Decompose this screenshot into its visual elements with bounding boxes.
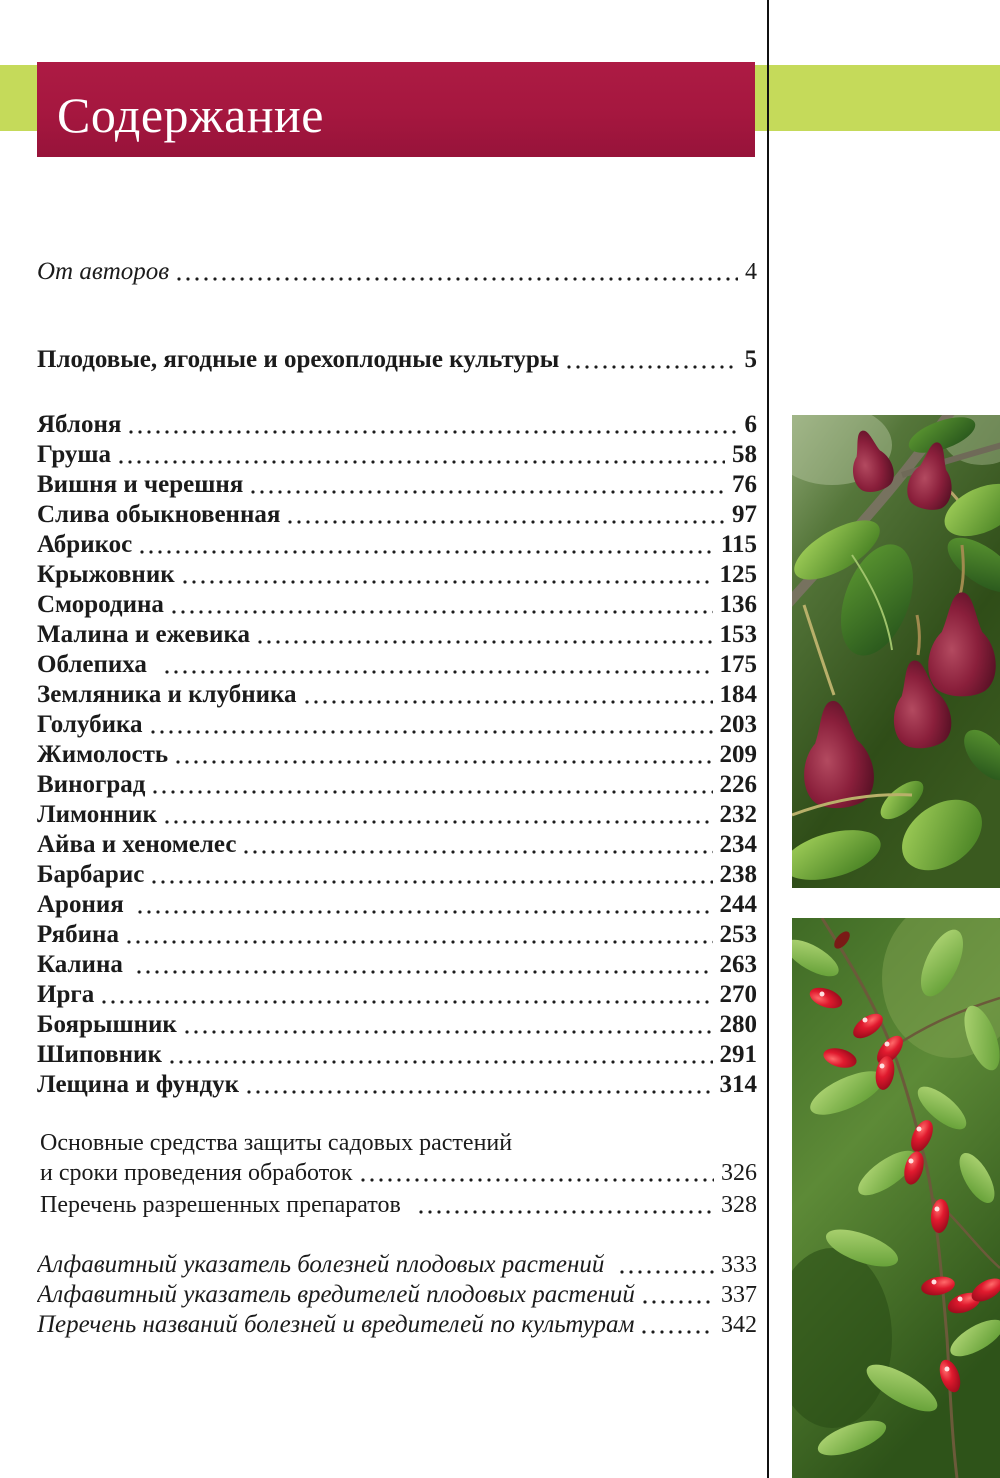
toc-section xyxy=(37,345,757,375)
toc-page-number: 232 xyxy=(719,801,757,828)
toc-entry xyxy=(37,1310,757,1340)
dot-leader xyxy=(140,530,714,560)
toc-crops-list xyxy=(37,410,757,1100)
toc-page-number: 125 xyxy=(719,561,757,588)
toc-intro xyxy=(37,257,757,287)
toc-entry-label: Рябина xyxy=(37,921,119,948)
toc-page-number: 342 xyxy=(721,1312,757,1338)
toc-entry xyxy=(37,440,757,470)
toc-entry-label: Арония xyxy=(37,891,124,918)
toc-page-number: 326 xyxy=(721,1160,757,1186)
toc-page-number: 226 xyxy=(719,771,757,798)
toc-entry-label: и сроки проведения обработок xyxy=(40,1160,353,1186)
toc-page-number: 5 xyxy=(744,346,757,373)
dot-leader xyxy=(138,890,713,920)
toc-page-number: 291 xyxy=(719,1041,757,1068)
dot-leader xyxy=(170,1040,713,1070)
dot-leader xyxy=(251,470,725,500)
toc-page-number: 58 xyxy=(732,441,757,468)
toc-entry xyxy=(37,1010,757,1040)
dot-leader xyxy=(172,590,713,620)
toc-entry-label: Груша xyxy=(37,441,112,468)
toc-entry-label: Шиповник xyxy=(37,1041,162,1068)
toc-entry-label: Облепиха xyxy=(37,651,147,678)
dot-leader xyxy=(419,1190,714,1220)
dot-leader xyxy=(127,920,713,950)
page-fold-line xyxy=(767,0,769,1478)
toc-entry xyxy=(37,1040,757,1070)
toc-entry xyxy=(37,800,757,830)
toc-entry xyxy=(37,830,757,860)
dot-leader xyxy=(567,345,737,375)
toc-entry xyxy=(37,770,757,800)
toc-page-number: 328 xyxy=(721,1192,757,1218)
toc-page-number: 175 xyxy=(719,651,757,678)
toc-entry-label: Алфавитный указатель вредителей плодовых растений xyxy=(37,1281,635,1308)
toc-entry xyxy=(37,650,757,680)
toc-entry xyxy=(37,950,757,980)
dot-leader xyxy=(165,650,713,680)
toc-entry-label: Айва и хеномелес xyxy=(37,831,237,858)
barberry-photo xyxy=(792,918,1000,1478)
toc-page-number: 337 xyxy=(721,1282,757,1308)
toc-entry xyxy=(37,560,757,590)
toc-page-number: 209 xyxy=(719,741,757,768)
toc-appendix xyxy=(40,1128,757,1220)
toc-page-number: 153 xyxy=(719,621,757,648)
toc-entry xyxy=(37,410,757,440)
dot-leader xyxy=(183,560,713,590)
toc-entry-label: Боярышник xyxy=(37,1011,177,1038)
dot-leader xyxy=(119,440,725,470)
toc-entry xyxy=(37,920,757,950)
dot-leader xyxy=(151,710,713,740)
toc-page-number: 76 xyxy=(732,471,757,498)
toc-page-number: 97 xyxy=(732,501,757,528)
toc-entry-label: Виноград xyxy=(37,771,146,798)
toc-section-heading xyxy=(37,345,757,375)
toc-page-number: 244 xyxy=(719,891,757,918)
toc-indexes xyxy=(37,1250,757,1340)
toc-entry xyxy=(37,620,757,650)
toc-page-number: 4 xyxy=(745,259,757,285)
toc-entry xyxy=(37,1070,757,1100)
toc-page-number: 333 xyxy=(721,1252,757,1278)
toc-entry-label: Перечень названий болезней и вредителей по культурам xyxy=(37,1311,635,1338)
toc-page-number: 6 xyxy=(744,411,757,438)
toc-entry xyxy=(37,890,757,920)
toc-entry xyxy=(37,980,757,1010)
toc-entry xyxy=(40,1190,757,1220)
dot-leader xyxy=(361,1158,714,1188)
toc-page-number: 270 xyxy=(719,981,757,1008)
toc-entry xyxy=(37,257,757,287)
dot-leader xyxy=(165,800,713,830)
toc-entry xyxy=(37,470,757,500)
toc-entry xyxy=(40,1128,757,1158)
dot-leader xyxy=(102,980,712,1010)
dot-leader xyxy=(129,410,737,440)
pear-photo xyxy=(792,415,1000,888)
dot-leader xyxy=(244,830,712,860)
toc-entry-label: Смородина xyxy=(37,591,164,618)
toc-entry-label: Абрикос xyxy=(37,531,133,558)
toc-entry-label: Алфавитный указатель болезней плодовых растений xyxy=(37,1251,605,1278)
toc-page-number: 253 xyxy=(719,921,757,948)
toc-entry-label: Барбарис xyxy=(37,861,145,888)
toc-entry-label: Лещина и фундук xyxy=(37,1071,240,1098)
toc-page-number: 238 xyxy=(719,861,757,888)
toc-entry-label: Яблоня xyxy=(37,411,122,438)
toc-entry-label: Ирга xyxy=(37,981,95,1008)
toc-entry xyxy=(37,530,757,560)
toc-page-number: 234 xyxy=(719,831,757,858)
dot-leader xyxy=(620,1250,714,1280)
toc-page-number: 314 xyxy=(719,1071,757,1098)
toc-entry-label: От авторов xyxy=(37,258,170,285)
dot-leader xyxy=(643,1280,714,1310)
toc-entry-label: Крыжовник xyxy=(37,561,175,588)
dot-leader xyxy=(258,620,713,650)
toc-page-number: 115 xyxy=(720,531,757,558)
dot-leader xyxy=(185,1010,713,1040)
toc-entry-label: Плодовые, ягодные и орехоплодные культуры xyxy=(37,346,560,373)
toc-entry-label: Голубика xyxy=(37,711,143,738)
dot-leader xyxy=(153,770,712,800)
dot-leader xyxy=(177,257,738,287)
toc-entry-label: Малина и ежевика xyxy=(37,621,250,648)
toc-entry-label: Перечень разрешенных препаратов xyxy=(40,1192,401,1218)
dot-leader xyxy=(176,740,712,770)
toc-entry-label: Калина xyxy=(37,951,123,978)
toc-entry xyxy=(37,1250,757,1280)
toc-page-number: 136 xyxy=(719,591,757,618)
toc-entry-label: Земляника и клубника xyxy=(37,681,297,708)
toc-entry xyxy=(37,590,757,620)
toc-entry xyxy=(40,1158,757,1188)
toc-entry-label: Основные средства защиты садовых растений xyxy=(40,1130,513,1156)
toc-entry xyxy=(37,710,757,740)
toc-entry xyxy=(37,500,757,530)
title-banner xyxy=(37,62,755,157)
toc-page-number: 263 xyxy=(719,951,757,978)
toc-entry-label: Слива обыкновенная xyxy=(37,501,281,528)
dot-leader xyxy=(288,500,725,530)
dot-leader xyxy=(247,1070,712,1100)
dot-leader xyxy=(152,860,712,890)
toc-entry-label: Жимолость xyxy=(37,741,169,768)
dot-leader xyxy=(642,1310,714,1340)
page-title: Содержание xyxy=(57,87,324,143)
toc-entry xyxy=(37,680,757,710)
toc-page-number: 280 xyxy=(719,1011,757,1038)
toc-entry xyxy=(37,740,757,770)
toc-entry xyxy=(37,860,757,890)
toc-page-number: 203 xyxy=(719,711,757,738)
toc-entry xyxy=(37,1280,757,1310)
dot-leader xyxy=(137,950,713,980)
toc-entry-label: Лимонник xyxy=(37,801,157,828)
dot-leader xyxy=(305,680,713,710)
toc-entry-label: Вишня и черешня xyxy=(37,471,244,498)
toc-page-number: 184 xyxy=(719,681,757,708)
